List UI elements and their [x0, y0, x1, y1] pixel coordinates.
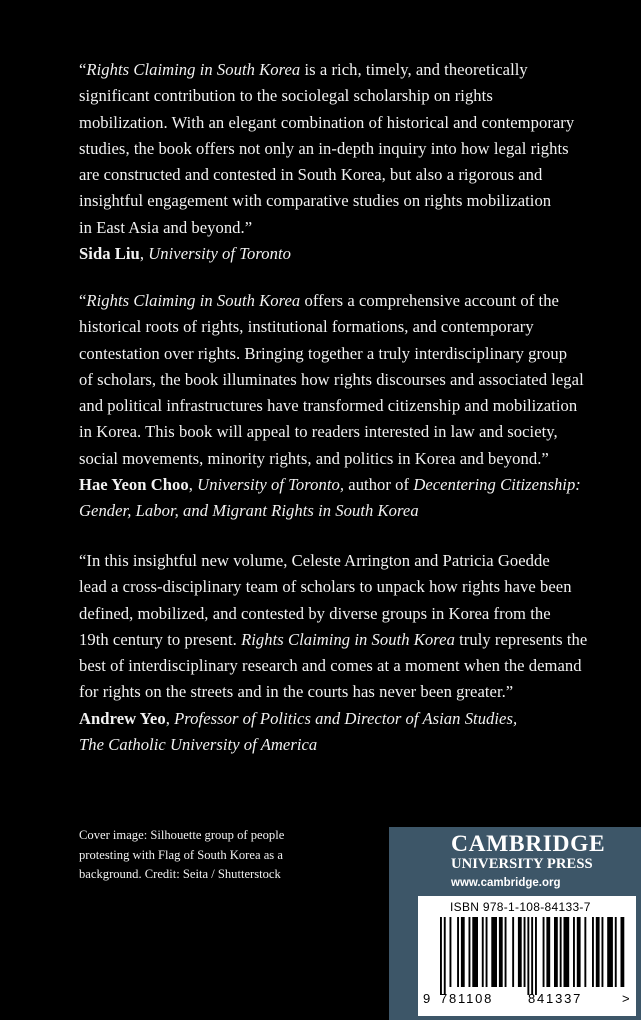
quote-line: studies, the book offers not only an in-depth inquiry into how legal rights	[79, 138, 569, 158]
barcode-bar	[472, 917, 478, 987]
book-title-italic: Rights Claiming in South Korea	[86, 291, 301, 310]
review-quote-liu	[79, 57, 619, 267]
barcode-bar	[444, 917, 446, 995]
barcode-bars	[440, 917, 626, 997]
book-title-italic: Rights Claiming in South Korea	[86, 60, 301, 79]
isbn-label: ISBN 978-1-108-84133-7	[450, 900, 591, 914]
barcode-bar	[440, 917, 442, 995]
reviewer-affiliation: University of Toronto	[148, 244, 291, 264]
quote-line: mobilization. With an elegant combination of historical and contemporary	[79, 112, 575, 132]
credit-line: Cover image: Silhouette group of people	[79, 828, 285, 842]
quote-line: best of interdisciplinary research and comes at a moment when the demand	[79, 656, 582, 676]
attribution: Hae Yeon Choo, University of Toronto, author of Decentering Citizenship:	[79, 475, 581, 495]
barcode-bar	[560, 917, 562, 987]
quote-text: truly represents the	[454, 629, 588, 649]
quote-line	[79, 627, 619, 653]
attribution-continued	[79, 732, 619, 758]
reviewer-book-subtitle: Gender, Labor, and Migrant Rights in South Korea	[79, 501, 419, 521]
quote-line: insightful engagement with comparative studies on rights mobilization	[79, 191, 552, 211]
reviewer-name: Sida Liu	[79, 244, 140, 264]
quote-line: in Korea. This book will appeal to readers interested in law and society,	[79, 422, 558, 442]
quote-line: of scholars, the book illuminates how rights discourses and associated legal	[79, 369, 584, 389]
barcode-bar	[518, 917, 522, 987]
barcode-bar	[524, 917, 526, 987]
attribution: Andrew Yeo, Professor of Politics and Director of Asian Studies,	[79, 708, 518, 728]
reviewer-name: Hae Yeon Choo	[79, 475, 189, 495]
quote-text: 19th century to present.	[79, 629, 242, 649]
review-quote-choo	[79, 288, 619, 525]
reviewer-affiliation: Professor of Politics and Director of Asian Studies,	[174, 708, 518, 728]
publisher-name: CAMBRIDGE	[451, 831, 606, 857]
barcode-bar	[584, 917, 586, 987]
barcode-bar	[543, 917, 545, 987]
barcode-bar	[457, 917, 459, 987]
barcode-bar	[505, 917, 507, 987]
barcode-bar	[602, 917, 604, 987]
quote-line: lead a cross-disciplinary team of scholars to unpack how rights have been	[79, 577, 572, 597]
barcode-bar	[596, 917, 600, 987]
barcode-digits-right: 841337	[528, 991, 583, 1006]
barcode-bar	[573, 917, 575, 987]
barcode	[418, 896, 636, 1016]
publisher-url: www.cambridge.org	[451, 877, 561, 889]
barcode-bar	[482, 917, 484, 987]
book-title-italic: Rights Claiming in South Korea	[241, 629, 455, 649]
barcode-bar	[615, 917, 617, 987]
barcode-bar	[469, 917, 471, 987]
quote-line: “Rights Claiming in South Korea offers a comprehensive account of the	[79, 291, 559, 310]
barcode-bar	[577, 917, 581, 987]
credit-line: protesting with Flag of South Korea as a	[79, 847, 283, 862]
quote-line: and political infrastructures have transformed citizenship and mobilization	[79, 396, 578, 416]
quote-line: for rights on the streets and in the courts has never been greater.”	[79, 682, 514, 702]
barcode-bar	[499, 917, 503, 987]
cover-image-credit	[79, 826, 349, 885]
quote-line: significant contribution to the sociolegal scholarship on rights	[79, 86, 493, 106]
publisher-press: UNIVERSITY PRESS	[451, 856, 593, 872]
reviewer-book-title: Decentering Citizenship:	[413, 475, 581, 495]
barcode-bar	[461, 917, 465, 987]
quote-line: historical roots of rights, institutional formations, and contemporary	[79, 317, 534, 337]
quote-text: offers a comprehensive account of the	[300, 291, 559, 310]
barcode-bar	[491, 917, 497, 987]
attribution-continued	[79, 498, 619, 524]
barcode-digits	[418, 989, 636, 1013]
barcode-bar	[531, 917, 533, 995]
barcode-bar	[621, 917, 625, 987]
quote-text: is a rich, timely, and theoretically	[300, 60, 528, 79]
quote-line: “Rights Claiming in South Korea is a rich, timely, and theoretically	[79, 60, 528, 79]
barcode-bar	[564, 917, 570, 987]
barcode-bar	[512, 917, 514, 987]
quote-line: contestation over rights. Bringing together a truly interdisciplinary group	[79, 343, 568, 363]
barcode-bar	[486, 917, 488, 987]
review-quote-yeo	[79, 548, 619, 758]
credit-line: background. Credit: Seita / Shutterstock	[79, 867, 281, 882]
barcode-bar	[546, 917, 550, 987]
barcode-bar	[527, 917, 529, 995]
quote-line: are constructed and contested in South Korea, but also a rigorous and	[79, 165, 543, 185]
barcode-bar	[535, 917, 537, 995]
quote-line: social movements, minority rights, and politics in Korea and beyond.”	[79, 448, 549, 468]
barcode-bar	[607, 917, 613, 987]
attribution: Sida Liu, University of Toronto	[79, 244, 291, 264]
quote-line: “In this insightful new volume, Celeste Arrington and Patricia Goedde	[79, 551, 550, 570]
barcode-arrow: >	[622, 991, 630, 1006]
quote-line: defined, mobilized, and contested by diverse groups in Korea from the	[79, 603, 551, 623]
barcode-bar	[450, 917, 452, 987]
attribution-note: author of	[348, 475, 410, 495]
reviewer-affiliation: University of Toronto,	[197, 475, 345, 495]
reviewer-institution: The Catholic University of America	[79, 735, 318, 755]
barcode-bar	[592, 917, 594, 987]
barcode-bar	[554, 917, 558, 987]
barcode-digits-left: 781108	[440, 991, 494, 1006]
reviewer-name: Andrew Yeo	[79, 708, 166, 728]
publisher-panel	[389, 827, 641, 1020]
barcode-digit-first: 9	[423, 991, 431, 1006]
quote-line: in East Asia and beyond.”	[79, 217, 253, 237]
